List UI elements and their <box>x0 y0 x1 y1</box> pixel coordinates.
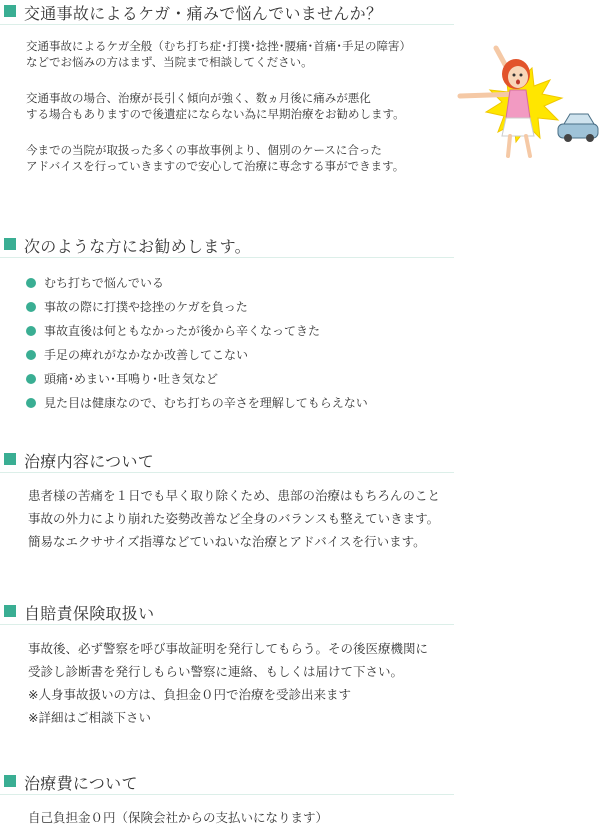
paragraph <box>26 38 411 70</box>
square-bullet-icon <box>4 775 16 787</box>
square-bullet-icon <box>4 5 16 17</box>
list-item <box>26 346 368 370</box>
paragraph-line: 交通事故の場合、治療が長引く傾向が強く、数ヵ月後に痛みが悪化 <box>26 91 371 105</box>
woman-figure <box>460 48 534 156</box>
section-title: 自賠責保険取扱い <box>24 604 155 623</box>
section-title: 次のような方にお勧めします。 <box>24 237 251 256</box>
text-line: 簡易なエクササイズ指導などていねいな治療とアドバイスを行います。 <box>28 534 426 549</box>
section-recommended-for <box>0 235 600 258</box>
section-liability-insurance <box>0 602 600 625</box>
list-item-text: 頭痛･めまい･耳鳴り･吐き気など <box>44 372 219 386</box>
section-heading <box>0 450 454 473</box>
section-title: 交通事故によるケガ・痛みで悩んでいませんか？ <box>24 4 383 23</box>
section-title: 治療内容について <box>24 452 155 471</box>
car <box>558 114 598 142</box>
circle-bullet-icon <box>26 374 36 384</box>
list-item-text: 事故の際に打撲や捻挫のケガを負った <box>44 300 248 314</box>
text-line: ※詳細はご相談下さい <box>28 710 151 725</box>
circle-bullet-icon <box>26 398 36 408</box>
insurance-text <box>28 637 428 729</box>
list-item <box>26 298 368 322</box>
text-line: 自己負担金０円（保険会社からの支払いになります） <box>28 810 329 825</box>
list-item-text: 事故直後は何ともなかったが後から辛くなってきた <box>44 324 321 338</box>
treatment-text <box>28 484 440 553</box>
circle-bullet-icon <box>26 350 36 360</box>
circle-bullet-icon <box>26 302 36 312</box>
section-heading <box>0 602 454 625</box>
text-line: 事故の外力により崩れた姿勢改善など全身のバランスも整えていきます。 <box>28 511 440 526</box>
section-accident-injury <box>0 2 600 25</box>
square-bullet-icon <box>4 238 16 250</box>
text-line: ※人身事故扱いの方は、負担金０円で治療を受診出来ます <box>28 687 351 702</box>
text-line: 受診し診断書を発行しもらい警察に連絡、もしくは届けて下さい。 <box>28 664 404 679</box>
list-item-text: 見た目は健康なので、むち打ちの辛さを理解してもらえない <box>44 396 368 410</box>
list-item <box>26 394 368 418</box>
paragraph-line: などでお悩みの方はまず、当院まで相談してください。 <box>26 55 313 69</box>
accident-illustration <box>450 40 600 160</box>
list-item <box>26 322 368 346</box>
paragraph <box>26 142 404 174</box>
list-item-text: 手足の痺れがなかなか改善してこない <box>44 348 249 362</box>
list-item <box>26 274 368 298</box>
paragraph-line: アドバイスを行っていきますので安心して治療に専念する事ができます。 <box>26 159 405 173</box>
paragraph <box>26 90 405 122</box>
list-item <box>26 370 368 394</box>
text-line: 事故後、必ず警察を呼び事故証明を発行してもらう。その後医療機関に <box>28 641 429 656</box>
square-bullet-icon <box>4 453 16 465</box>
section-title: 治療費について <box>24 774 138 793</box>
circle-bullet-icon <box>26 278 36 288</box>
list-item-text: むち打ちで悩んでいる <box>44 276 164 290</box>
section-heading <box>0 772 454 795</box>
paragraph-line: する場合もありますので後遺症にならない為に早期治療をお勧めします。 <box>26 107 405 121</box>
section-heading <box>0 235 454 258</box>
text-line: 患者様の苦痛を１日でも早く取り除くため、患部の治療はもちろんのこと <box>28 488 441 503</box>
circle-bullet-icon <box>26 326 36 336</box>
fee-text <box>28 806 328 829</box>
section-treatment-content <box>0 450 600 473</box>
section-heading <box>0 2 454 25</box>
paragraph-line: 交通事故によるケガ全般（むち打ち症･打撲･捻挫･腰痛･首痛･手足の障害） <box>26 39 412 53</box>
section-treatment-fee <box>0 772 600 795</box>
square-bullet-icon <box>4 605 16 617</box>
paragraph-line: 今までの当院が取扱った多くの事故事例より、個別のケースに合った <box>26 143 382 157</box>
recommendation-list <box>26 274 368 418</box>
